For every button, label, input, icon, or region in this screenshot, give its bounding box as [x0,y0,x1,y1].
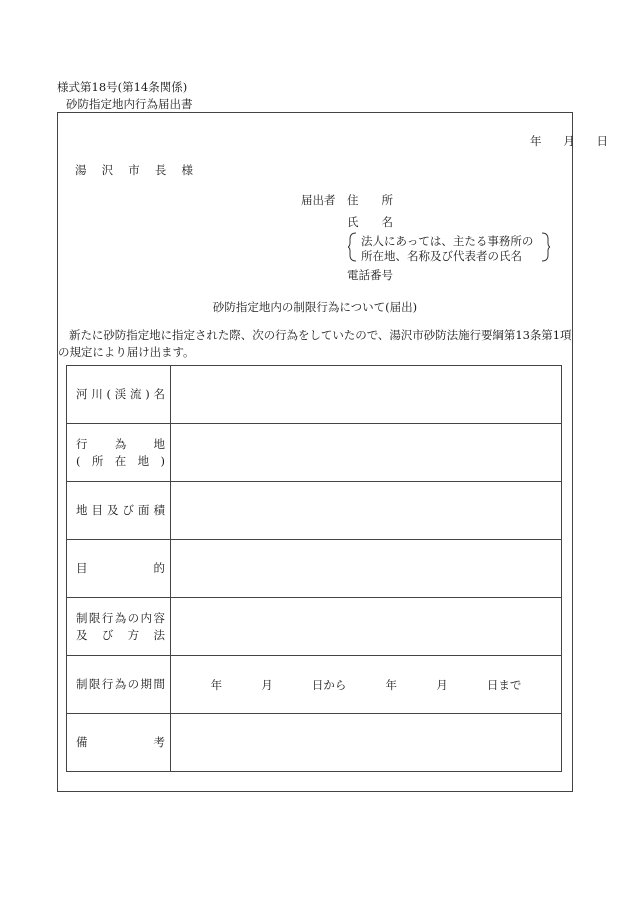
filer-name-label [347,215,393,229]
table-row [67,366,562,424]
period-from-day: 日から [311,677,347,692]
purpose-field[interactable] [171,540,562,598]
period-to-year: 年 [385,677,398,692]
addressee-char: 市 [128,163,140,177]
details-table [66,365,562,772]
land-category-area-field[interactable] [171,482,562,540]
date-day-label: 日 [596,134,608,148]
filer-label: 届出者 [301,193,336,207]
label-char: 名 [381,215,393,229]
notification-body [58,327,574,361]
restricted-action-content-label: 制 限 行 為 の 内 容 及 び 方 法 [67,598,171,656]
label-char: 所 [381,193,393,207]
purpose-label: 目 的 [67,540,171,598]
land-category-area-label: 地 目 及 び 面 積 [67,482,171,540]
action-site-field[interactable] [171,424,562,482]
table-row [67,540,562,598]
form-title: 砂防指定地内行為届出書 [66,97,193,111]
corporate-note [361,234,533,264]
table-row [67,482,562,540]
body-paragraph: 新たに砂防指定地に指定された際、次の行為をしていたので、湯沢市砂防法施行要綱第13条第1項の規定により届け出ます。 [58,328,572,359]
restricted-action-content-field[interactable] [171,598,562,656]
filer-address-label [347,193,393,207]
addressee-char: 様 [181,163,193,177]
addressee-char: 長 [154,163,167,177]
filer-phone-label: 電話番号 [347,268,393,282]
form-number-label: 様式第18号(第14条関係) [57,80,188,94]
river-name-label: 河 川 ( 渓 流 ) 名 [67,366,171,424]
restricted-action-period-label: 制 限 行 為 の 期 間 [67,656,171,714]
restricted-action-period-field[interactable] [171,656,562,714]
addressee-char: 湯 [75,163,87,177]
label-char: 住 [347,193,359,207]
period-to-day: 日まで [486,677,522,692]
table-row [67,714,562,772]
remarks-label: 備 考 [67,714,171,772]
table-row [67,598,562,656]
remarks-field[interactable] [171,714,562,772]
table-row [67,656,562,714]
action-site-label: 行 為 地 ( 所 在 地 ) [67,424,171,482]
date-year-label: 年 [530,134,542,148]
period-to-month: 月 [436,677,448,692]
period-from-year: 年 [210,677,223,692]
notification-heading: 砂防指定地内の制限行為について(届出) [212,300,418,314]
addressee-char: 沢 [101,163,114,177]
river-name-field[interactable] [171,366,562,424]
date-line [530,134,608,148]
addressee [75,163,193,177]
corporate-note-line: 法人にあっては、主たる事務所の [361,234,534,248]
table-row [67,424,562,482]
label-char: 氏 [347,215,359,229]
date-month-label: 月 [563,134,575,148]
corporate-note-line: 所在地、名称及び代表者の氏名 [361,249,522,263]
period-from-month: 月 [261,677,273,692]
